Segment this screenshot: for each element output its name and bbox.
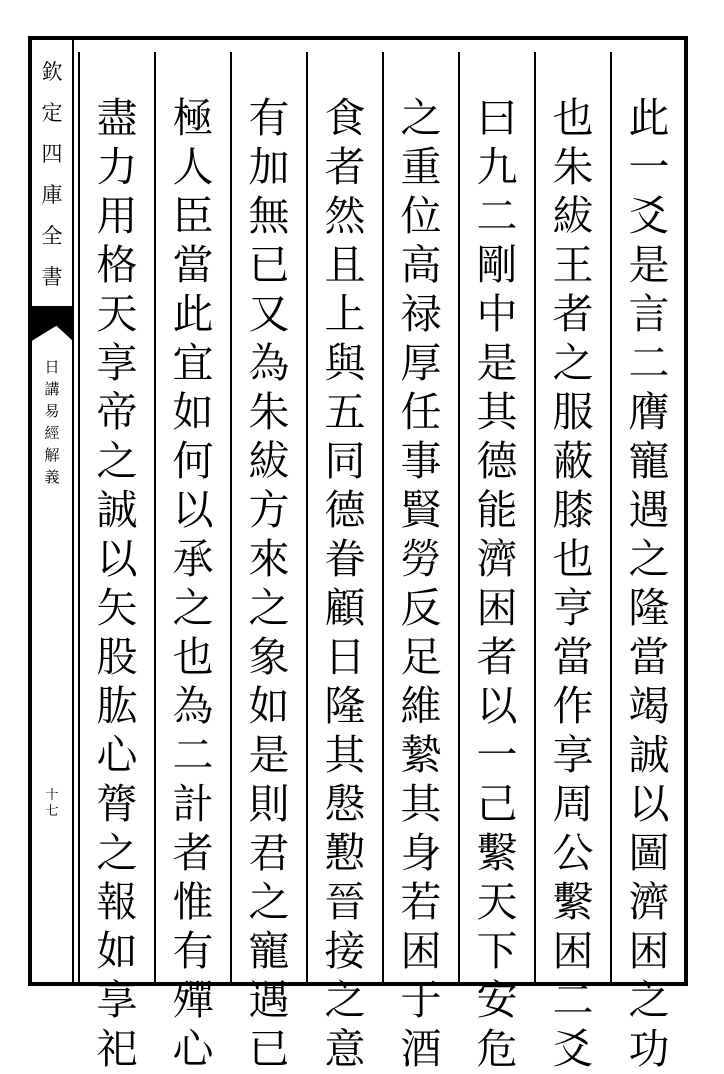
- text-char: 高: [400, 241, 442, 289]
- text-char: 反: [400, 584, 442, 632]
- margin-book-title: [32, 52, 72, 298]
- text-char: 公: [552, 829, 594, 877]
- margin-section-char: 日: [44, 358, 60, 376]
- text-char: 危: [476, 1025, 518, 1073]
- text-char: 計: [172, 780, 214, 828]
- text-char: 一: [476, 731, 518, 779]
- text-char: 已: [248, 241, 290, 289]
- text-char: 宜: [172, 339, 214, 387]
- text-char: 之: [96, 829, 138, 877]
- text-char: 其: [476, 388, 518, 436]
- text-char: 承: [172, 535, 214, 583]
- text-char: 作: [552, 682, 594, 730]
- text-char: 勞: [400, 535, 442, 583]
- text-column-6: [230, 52, 306, 1073]
- text-char: 惟: [172, 878, 214, 926]
- text-char: 亨: [552, 584, 594, 632]
- text-char: 此: [628, 94, 670, 142]
- text-char: 如: [96, 927, 138, 975]
- text-char: 遇: [248, 976, 290, 1024]
- text-char: 以: [476, 682, 518, 730]
- text-char: 濟: [628, 878, 670, 926]
- text-char: 中: [476, 290, 518, 338]
- text-char: 者: [476, 633, 518, 681]
- text-char: 上: [324, 290, 366, 338]
- text-char: 如: [248, 682, 290, 730]
- text-char: 身: [400, 829, 442, 877]
- text-char: 以: [172, 486, 214, 534]
- text-char: 有: [248, 94, 290, 142]
- text-char: 報: [96, 878, 138, 926]
- text-char: 如: [172, 388, 214, 436]
- text-char: 方: [248, 486, 290, 534]
- text-char: 足: [400, 633, 442, 681]
- text-char: 能: [476, 486, 518, 534]
- text-char: 接: [324, 927, 366, 975]
- text-char: 德: [476, 437, 518, 485]
- text-char: 困: [476, 584, 518, 632]
- text-char: 縶: [400, 731, 442, 779]
- text-char: 二: [552, 976, 594, 1024]
- text-char: 膂: [96, 780, 138, 828]
- text-char: 享: [96, 976, 138, 1024]
- text-char: 是: [628, 241, 670, 289]
- text-char: 是: [476, 339, 518, 387]
- text-char: 為: [172, 682, 214, 730]
- text-char: 困: [552, 927, 594, 975]
- text-char: 周: [552, 780, 594, 828]
- text-char: 二: [628, 339, 670, 387]
- margin-section-char: 解: [44, 446, 60, 464]
- text-column-1: [610, 52, 686, 1073]
- text-char: 股: [96, 633, 138, 681]
- text-char: 之: [172, 584, 214, 632]
- text-char: 加: [248, 143, 290, 191]
- text-char: 力: [96, 143, 138, 191]
- margin-section-char: 易: [44, 402, 60, 420]
- text-char: 重: [400, 143, 442, 191]
- text-char: 享: [96, 339, 138, 387]
- text-char: 臣: [172, 192, 214, 240]
- text-char: 且: [324, 241, 366, 289]
- text-char: 象: [248, 633, 290, 681]
- text-char: 天: [476, 878, 518, 926]
- text-char: 二: [476, 192, 518, 240]
- text-char: 安: [476, 976, 518, 1024]
- text-char: 殫: [172, 976, 214, 1024]
- text-char: 誠: [96, 486, 138, 534]
- text-column-3: [458, 52, 534, 1073]
- text-char: 剛: [476, 241, 518, 289]
- text-char: 賢: [400, 486, 442, 534]
- text-char: 之: [324, 976, 366, 1024]
- margin-page-char: 七: [45, 804, 59, 819]
- text-char: 曰: [476, 94, 518, 142]
- text-column-4: [382, 52, 458, 1073]
- text-char: 帝: [96, 388, 138, 436]
- text-char: 矢: [96, 584, 138, 632]
- text-char: 以: [628, 780, 670, 828]
- text-char: 者: [324, 143, 366, 191]
- margin-title-char: 四: [41, 142, 63, 166]
- text-char: 當: [628, 633, 670, 681]
- text-char: 何: [172, 437, 214, 485]
- text-char: 服: [552, 388, 594, 436]
- text-char: 酒: [400, 1025, 442, 1073]
- text-char: 蔽: [552, 437, 594, 485]
- text-char: 當: [552, 633, 594, 681]
- text-char: 為: [248, 339, 290, 387]
- text-char: 膝: [552, 486, 594, 534]
- margin-title-char: 欽: [41, 60, 63, 84]
- text-char: 禄: [400, 290, 442, 338]
- text-char: 顧: [324, 584, 366, 632]
- text-char: 盡: [96, 94, 138, 142]
- margin-page-number: [36, 788, 68, 820]
- text-char: 同: [324, 437, 366, 485]
- text-char: 紱: [248, 437, 290, 485]
- text-char: 也: [552, 94, 594, 142]
- text-char: 寵: [248, 927, 290, 975]
- text-char: 有: [172, 927, 214, 975]
- text-char: 其: [324, 731, 366, 779]
- text-char: 之: [628, 535, 670, 583]
- text-char: 極: [172, 94, 214, 142]
- text-char: 者: [172, 829, 214, 877]
- text-char: 其: [400, 780, 442, 828]
- margin-title-char: 庫: [41, 183, 63, 207]
- margin-section-char: 講: [44, 380, 60, 398]
- text-char: 維: [400, 682, 442, 730]
- text-char: 圖: [628, 829, 670, 877]
- text-char: 遇: [628, 486, 670, 534]
- text-char: 之: [248, 878, 290, 926]
- text-char: 隆: [628, 584, 670, 632]
- text-char: 德: [324, 486, 366, 534]
- text-char: 食: [324, 94, 366, 142]
- text-char: 五: [324, 388, 366, 436]
- text-char: 竭: [628, 682, 670, 730]
- text-char: 懃: [324, 829, 366, 877]
- text-char: 九: [476, 143, 518, 191]
- margin-page-char: 十: [45, 788, 59, 803]
- text-char: 任: [400, 388, 442, 436]
- text-char: 若: [400, 878, 442, 926]
- text-char: 之: [400, 94, 442, 142]
- margin-section-char: 義: [44, 468, 60, 486]
- text-char: 眷: [324, 535, 366, 583]
- text-char: 濟: [476, 535, 518, 583]
- text-char: 祀: [96, 1025, 138, 1073]
- text-char: 則: [248, 780, 290, 828]
- text-char: 困: [628, 927, 670, 975]
- text-char: 無: [248, 192, 290, 240]
- text-char: 朱: [248, 388, 290, 436]
- text-char: 之: [552, 339, 594, 387]
- text-char: 于: [400, 976, 442, 1024]
- text-char: 用: [96, 192, 138, 240]
- text-char: 厚: [400, 339, 442, 387]
- text-char: 肱: [96, 682, 138, 730]
- text-char: 心: [96, 731, 138, 779]
- text-char: 功: [628, 1025, 670, 1073]
- text-char: 也: [552, 535, 594, 583]
- text-char: 心: [172, 1025, 214, 1073]
- text-char: 紱: [552, 192, 594, 240]
- text-char: 與: [324, 339, 366, 387]
- text-char: 膺: [628, 388, 670, 436]
- text-char: 然: [324, 192, 366, 240]
- text-char: 君: [248, 829, 290, 877]
- text-char: 言: [628, 290, 670, 338]
- text-char: 二: [172, 731, 214, 779]
- text-char: 位: [400, 192, 442, 240]
- text-char: 朱: [552, 143, 594, 191]
- text-char: 此: [172, 290, 214, 338]
- text-char: 一: [628, 143, 670, 191]
- margin-section-char: 經: [44, 424, 60, 442]
- text-char: 之: [96, 437, 138, 485]
- text-char: 爻: [552, 1025, 594, 1073]
- text-column-8: [78, 52, 154, 1073]
- margin-title-char: 書: [41, 265, 63, 289]
- text-char: 王: [552, 241, 594, 289]
- text-column-7: [154, 52, 230, 1073]
- margin-title-char: 定: [41, 101, 63, 125]
- text-char: 又: [248, 290, 290, 338]
- text-char: 日: [324, 633, 366, 681]
- text-char: 之: [248, 584, 290, 632]
- text-char: 以: [96, 535, 138, 583]
- text-char: 天: [96, 290, 138, 338]
- text-char: 慇: [324, 780, 366, 828]
- text-char: 享: [552, 731, 594, 779]
- text-column-2: [534, 52, 610, 1073]
- text-char: 來: [248, 535, 290, 583]
- text-char: 事: [400, 437, 442, 485]
- margin-section-title: [34, 356, 70, 488]
- margin-title-char: 全: [41, 224, 63, 248]
- text-char: 是: [248, 731, 290, 779]
- text-char: 者: [552, 290, 594, 338]
- text-char: 爻: [628, 192, 670, 240]
- text-char: 意: [324, 1025, 366, 1073]
- text-char: 寵: [628, 437, 670, 485]
- text-char: 格: [96, 241, 138, 289]
- text-char: 困: [400, 927, 442, 975]
- text-char: 之: [628, 976, 670, 1024]
- text-char: 當: [172, 241, 214, 289]
- text-char: 已: [248, 1025, 290, 1073]
- text-char: 人: [172, 143, 214, 191]
- text-column-5: [306, 52, 382, 1073]
- text-char: 繫: [552, 878, 594, 926]
- text-char: 己: [476, 780, 518, 828]
- text-char: 隆: [324, 682, 366, 730]
- text-char: 繫: [476, 829, 518, 877]
- text-char: 下: [476, 927, 518, 975]
- text-char: 也: [172, 633, 214, 681]
- text-char: 晉: [324, 878, 366, 926]
- text-char: 誠: [628, 731, 670, 779]
